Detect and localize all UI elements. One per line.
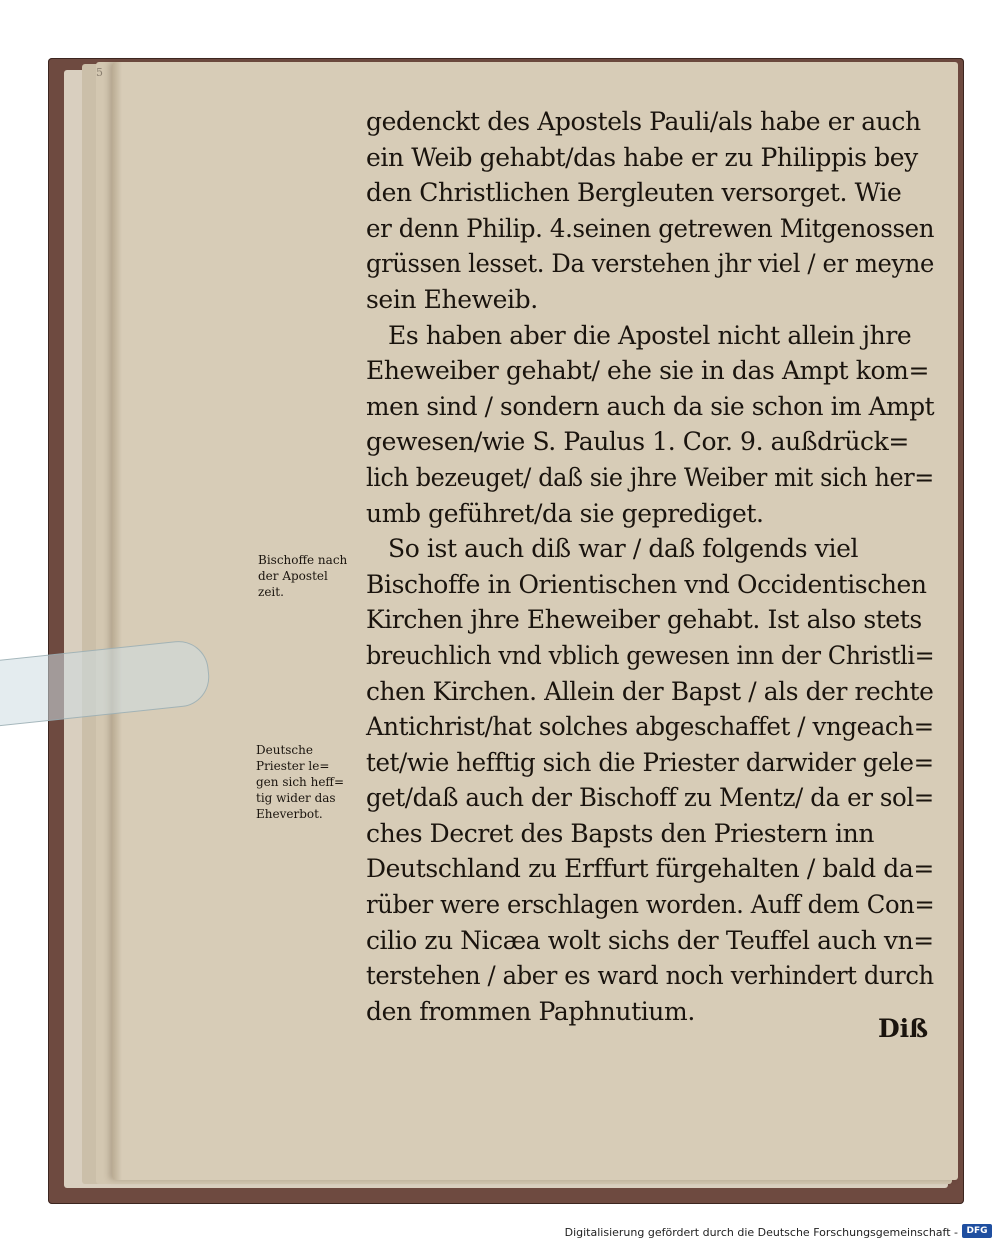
text-line: Es haben aber die Apostel nicht allein jhre: [388, 320, 912, 350]
body-text: [366, 104, 938, 1029]
margin-note-line: Eheverbot.: [256, 807, 323, 821]
dfg-logo: DFG: [962, 1224, 992, 1238]
text-line: Antichrist/hat solches abgeschaffet / vngeach=: [366, 712, 934, 742]
text-line: Bischoffe in Orientischen vnd Occidentischen: [366, 569, 927, 599]
margin-note-line: tig wider das: [256, 791, 336, 805]
text-line: ein Weib gehabt/das habe er zu Philippis bey: [366, 142, 918, 172]
text-line: breuchlich vnd vblich gewesen inn der Christli=: [366, 640, 935, 670]
text-line: den frommen Paphnutium.: [366, 996, 695, 1026]
text-line: sein Eheweib.: [366, 284, 538, 314]
margin-note-line: der Apostel: [258, 569, 328, 583]
text-line: umb geführet/da sie geprediget.: [366, 498, 764, 528]
text-line: grüssen lesset. Da verstehen jhr viel / er meyne: [366, 249, 934, 279]
text-line: rüber were erschlagen worden. Auff dem Con=: [366, 890, 935, 920]
margin-note-line: Bischoffe nach: [258, 553, 348, 567]
text-line: men sind / sondern auch da sie schon im Ampt: [366, 391, 935, 421]
text-line: ches Decret des Bapsts den Priestern inn: [366, 818, 875, 848]
text-line: den Christlichen Bergleuten versorget. Wie: [366, 178, 902, 208]
margin-note-line: Priester le=: [256, 759, 330, 773]
text-line: get/daß auch der Bischoff zu Mentz/ da er sol=: [366, 783, 934, 813]
text-line: gewesen/wie S. Paulus 1. Cor. 9. außdrück=: [366, 427, 909, 457]
margin-note-line: zeit.: [258, 585, 284, 599]
text-line: Deutschland zu Erffurt fürgehalten / bald da=: [366, 854, 934, 884]
page-gutter: [112, 62, 122, 1180]
text-line: Eheweiber gehabt/ ehe sie in das Ampt kom=: [366, 356, 929, 386]
text-line: So ist auch diß war / daß folgends viel: [388, 534, 859, 564]
margin-note-line: Deutsche: [256, 743, 313, 757]
page-edge-mark: 5: [96, 66, 103, 79]
text-line: Kirchen jhre Eheweiber gehabt. Ist also stets: [366, 605, 922, 635]
margin-note-line: gen sich heff=: [256, 775, 344, 789]
margin-note-bishops: [258, 552, 347, 600]
text-line: terstehen / aber es ward noch verhindert durch: [366, 961, 934, 991]
text-line: gedenckt des Apostels Pauli/als habe er auch: [366, 107, 921, 136]
text-line: lich bezeuget/ daß sie jhre Weiber mit sich her=: [366, 462, 934, 492]
text-line: tet/wie hefftig sich die Priester darwider gele=: [366, 747, 934, 777]
footer-credit: Digitalisierung gefördert durch die Deutsche Forschungsgemeinschaft -: [564, 1226, 958, 1239]
text-line: cilio zu Nicæa wolt sichs der Teuffel auch vn=: [366, 925, 934, 955]
text-line: chen Kirchen. Allein der Bapst / als der rechte: [366, 676, 934, 706]
text-line: er denn Philip. 4.seinen getrewen Mitgenossen: [366, 213, 935, 243]
margin-note-priests: [256, 742, 344, 822]
catchword: Diß: [878, 1014, 929, 1043]
